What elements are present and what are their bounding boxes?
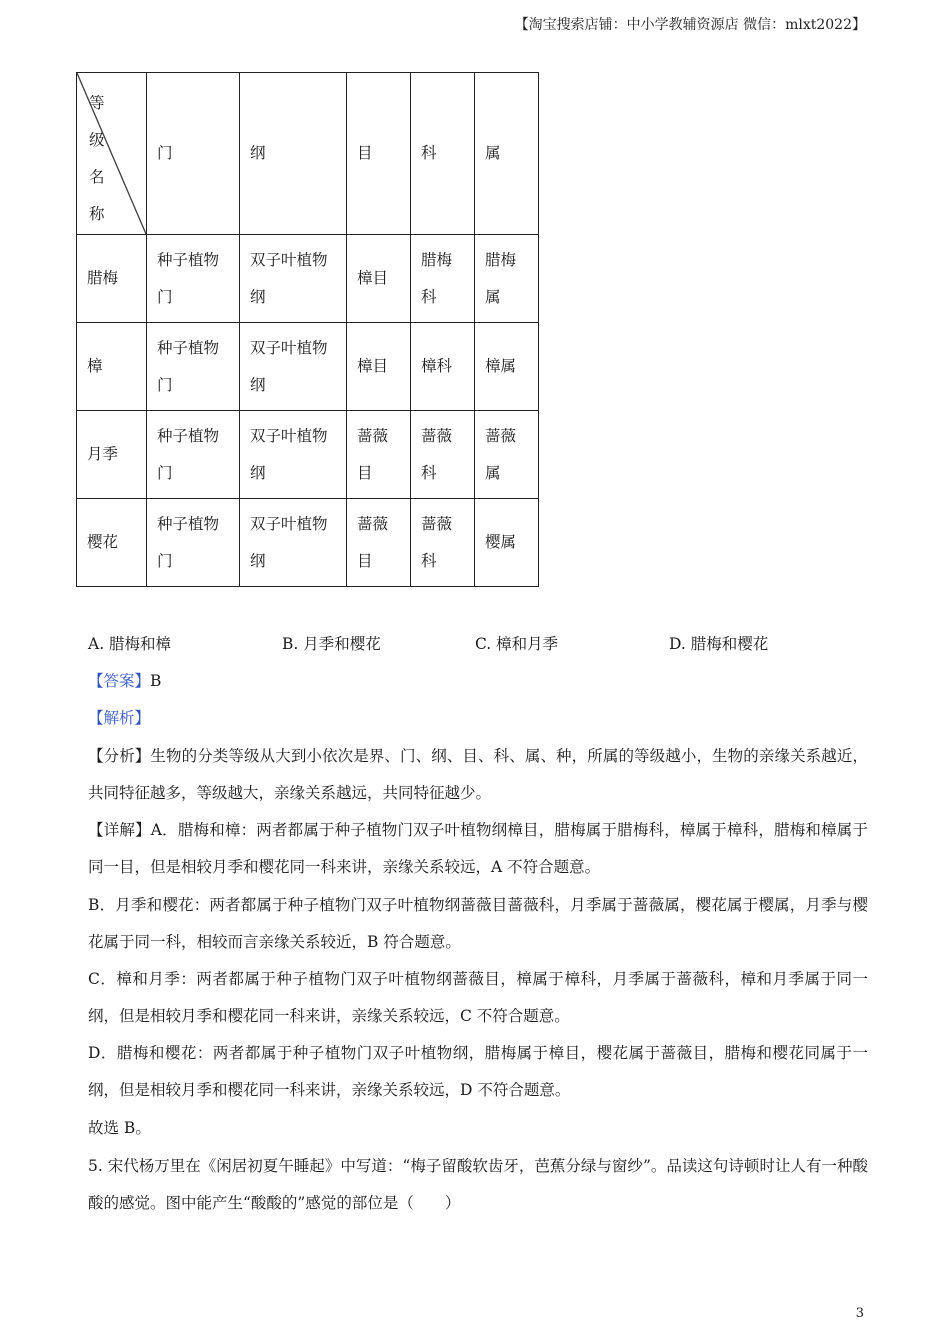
table-cell: 樟目 (347, 235, 411, 323)
xiangjie-tag: 【详解】 (88, 821, 151, 839)
answer-value: B (150, 672, 162, 690)
analysis-paragraph (88, 738, 868, 812)
table-cell: 蔷薇科 (411, 499, 475, 587)
table-cell: 种子植物门 (147, 235, 240, 323)
column-header: 目 (347, 73, 411, 235)
table-cell: 腊梅属 (475, 235, 539, 323)
table-row (77, 411, 539, 499)
table-row (77, 235, 539, 323)
table-cell: 樟属 (475, 323, 539, 411)
row-name: 樟 (77, 323, 147, 411)
table-corner-cell (77, 73, 147, 235)
option-a: A. 腊梅和樟 (88, 635, 172, 653)
detail-paragraph-a (88, 812, 868, 886)
column-header: 纲 (240, 73, 347, 235)
table-row (77, 499, 539, 587)
table-cell: 双子叶植物纲 (240, 411, 347, 499)
fenxi-text: 生物的分类等级从大到小依次是界、门、纲、目、科、属、种，所属的等级越小，生物的亲缘关系越近，共同特征越多，等级越大，亲缘关系越远，共同特征越少。 (88, 747, 868, 802)
table-cell: 种子植物门 (147, 411, 240, 499)
detail-paragraph-d: D．腊梅和樱花：两者都属于种子植物门双子叶植物纲，腊梅属于樟目，樱花属于蔷薇目，腊梅和樱花同属于一纲，但是相较月季和樱花同一科来讲，亲缘关系较远，D 不符合题意。 (88, 1044, 868, 1099)
table-cell: 双子叶植物纲 (240, 499, 347, 587)
analysis-tag: 【解析】 (88, 709, 151, 727)
page-header: 【淘宝搜索店铺：中小学教辅资源店 微信：mlxt2022】 (514, 17, 866, 33)
table-cell: 樟目 (347, 323, 411, 411)
corner-label: 等级名称 (89, 94, 105, 223)
detail-paragraph-c: C．樟和月季：两者都属于种子植物门双子叶植物纲蔷薇目，樟属于樟科，月季属于蔷薇科，樟和月季属于同一纲，但是相较月季和樱花同一科来讲，亲缘关系较远，C 不符合题意。 (88, 970, 868, 1025)
table-cell: 双子叶植物纲 (240, 235, 347, 323)
column-header: 门 (147, 73, 240, 235)
column-header: 属 (475, 73, 539, 235)
table-cell: 种子植物门 (147, 499, 240, 587)
diagonal-line (77, 73, 146, 234)
row-name: 月季 (77, 411, 147, 499)
option-c: C. 樟和月季 (475, 635, 559, 653)
answer-tag: 【答案】 (88, 672, 151, 690)
table-cell: 蔷薇科 (411, 411, 475, 499)
table-row (77, 323, 539, 411)
table-cell: 蔷薇属 (475, 411, 539, 499)
row-name: 腊梅 (77, 235, 147, 323)
option-b: B. 月季和樱花 (282, 635, 381, 653)
xiangjie-text: A．腊梅和樟：两者都属于种子植物门双子叶植物纲樟目，腊梅属于腊梅科，樟属于樟科，腊梅和樟属于同一目，但是相较月季和樱花同一科来讲，亲缘关系较远，A 不符合题意。 (88, 821, 868, 876)
detail-paragraph-b: B．月季和樱花：两者都属于种子植物门双子叶植物纲蔷薇目蔷薇科，月季属于蔷薇属，樱花属于樱属，月季与樱花属于同一科，相较而言亲缘关系较近，B 符合题意。 (88, 896, 868, 951)
table-cell: 腊梅科 (411, 235, 475, 323)
table-cell: 蔷薇目 (347, 411, 411, 499)
option-d: D. 腊梅和樱花 (669, 635, 769, 653)
row-name: 樱花 (77, 499, 147, 587)
table-cell: 樟科 (411, 323, 475, 411)
table-header-row (77, 73, 539, 235)
classification-table (76, 72, 539, 587)
table-cell: 种子植物门 (147, 323, 240, 411)
question-5: 5. 宋代杨万里在《闲居初夏午睡起》中写道：“梅子留酸软齿牙，芭蕉分绿与窗纱”。品读这句诗顿时让人有一种酸酸的感觉。图中能产生“酸酸的”感觉的部位是（ ） (88, 1157, 868, 1212)
table-cell: 樱属 (475, 499, 539, 587)
page-number: 3 (855, 1306, 864, 1321)
table-cell: 蔷薇目 (347, 499, 411, 587)
column-header: 科 (411, 73, 475, 235)
conclusion: 故选 B。 (88, 1119, 151, 1137)
answer-line (88, 663, 868, 700)
fenxi-tag: 【分析】 (88, 747, 151, 765)
table-cell: 双子叶植物纲 (240, 323, 347, 411)
